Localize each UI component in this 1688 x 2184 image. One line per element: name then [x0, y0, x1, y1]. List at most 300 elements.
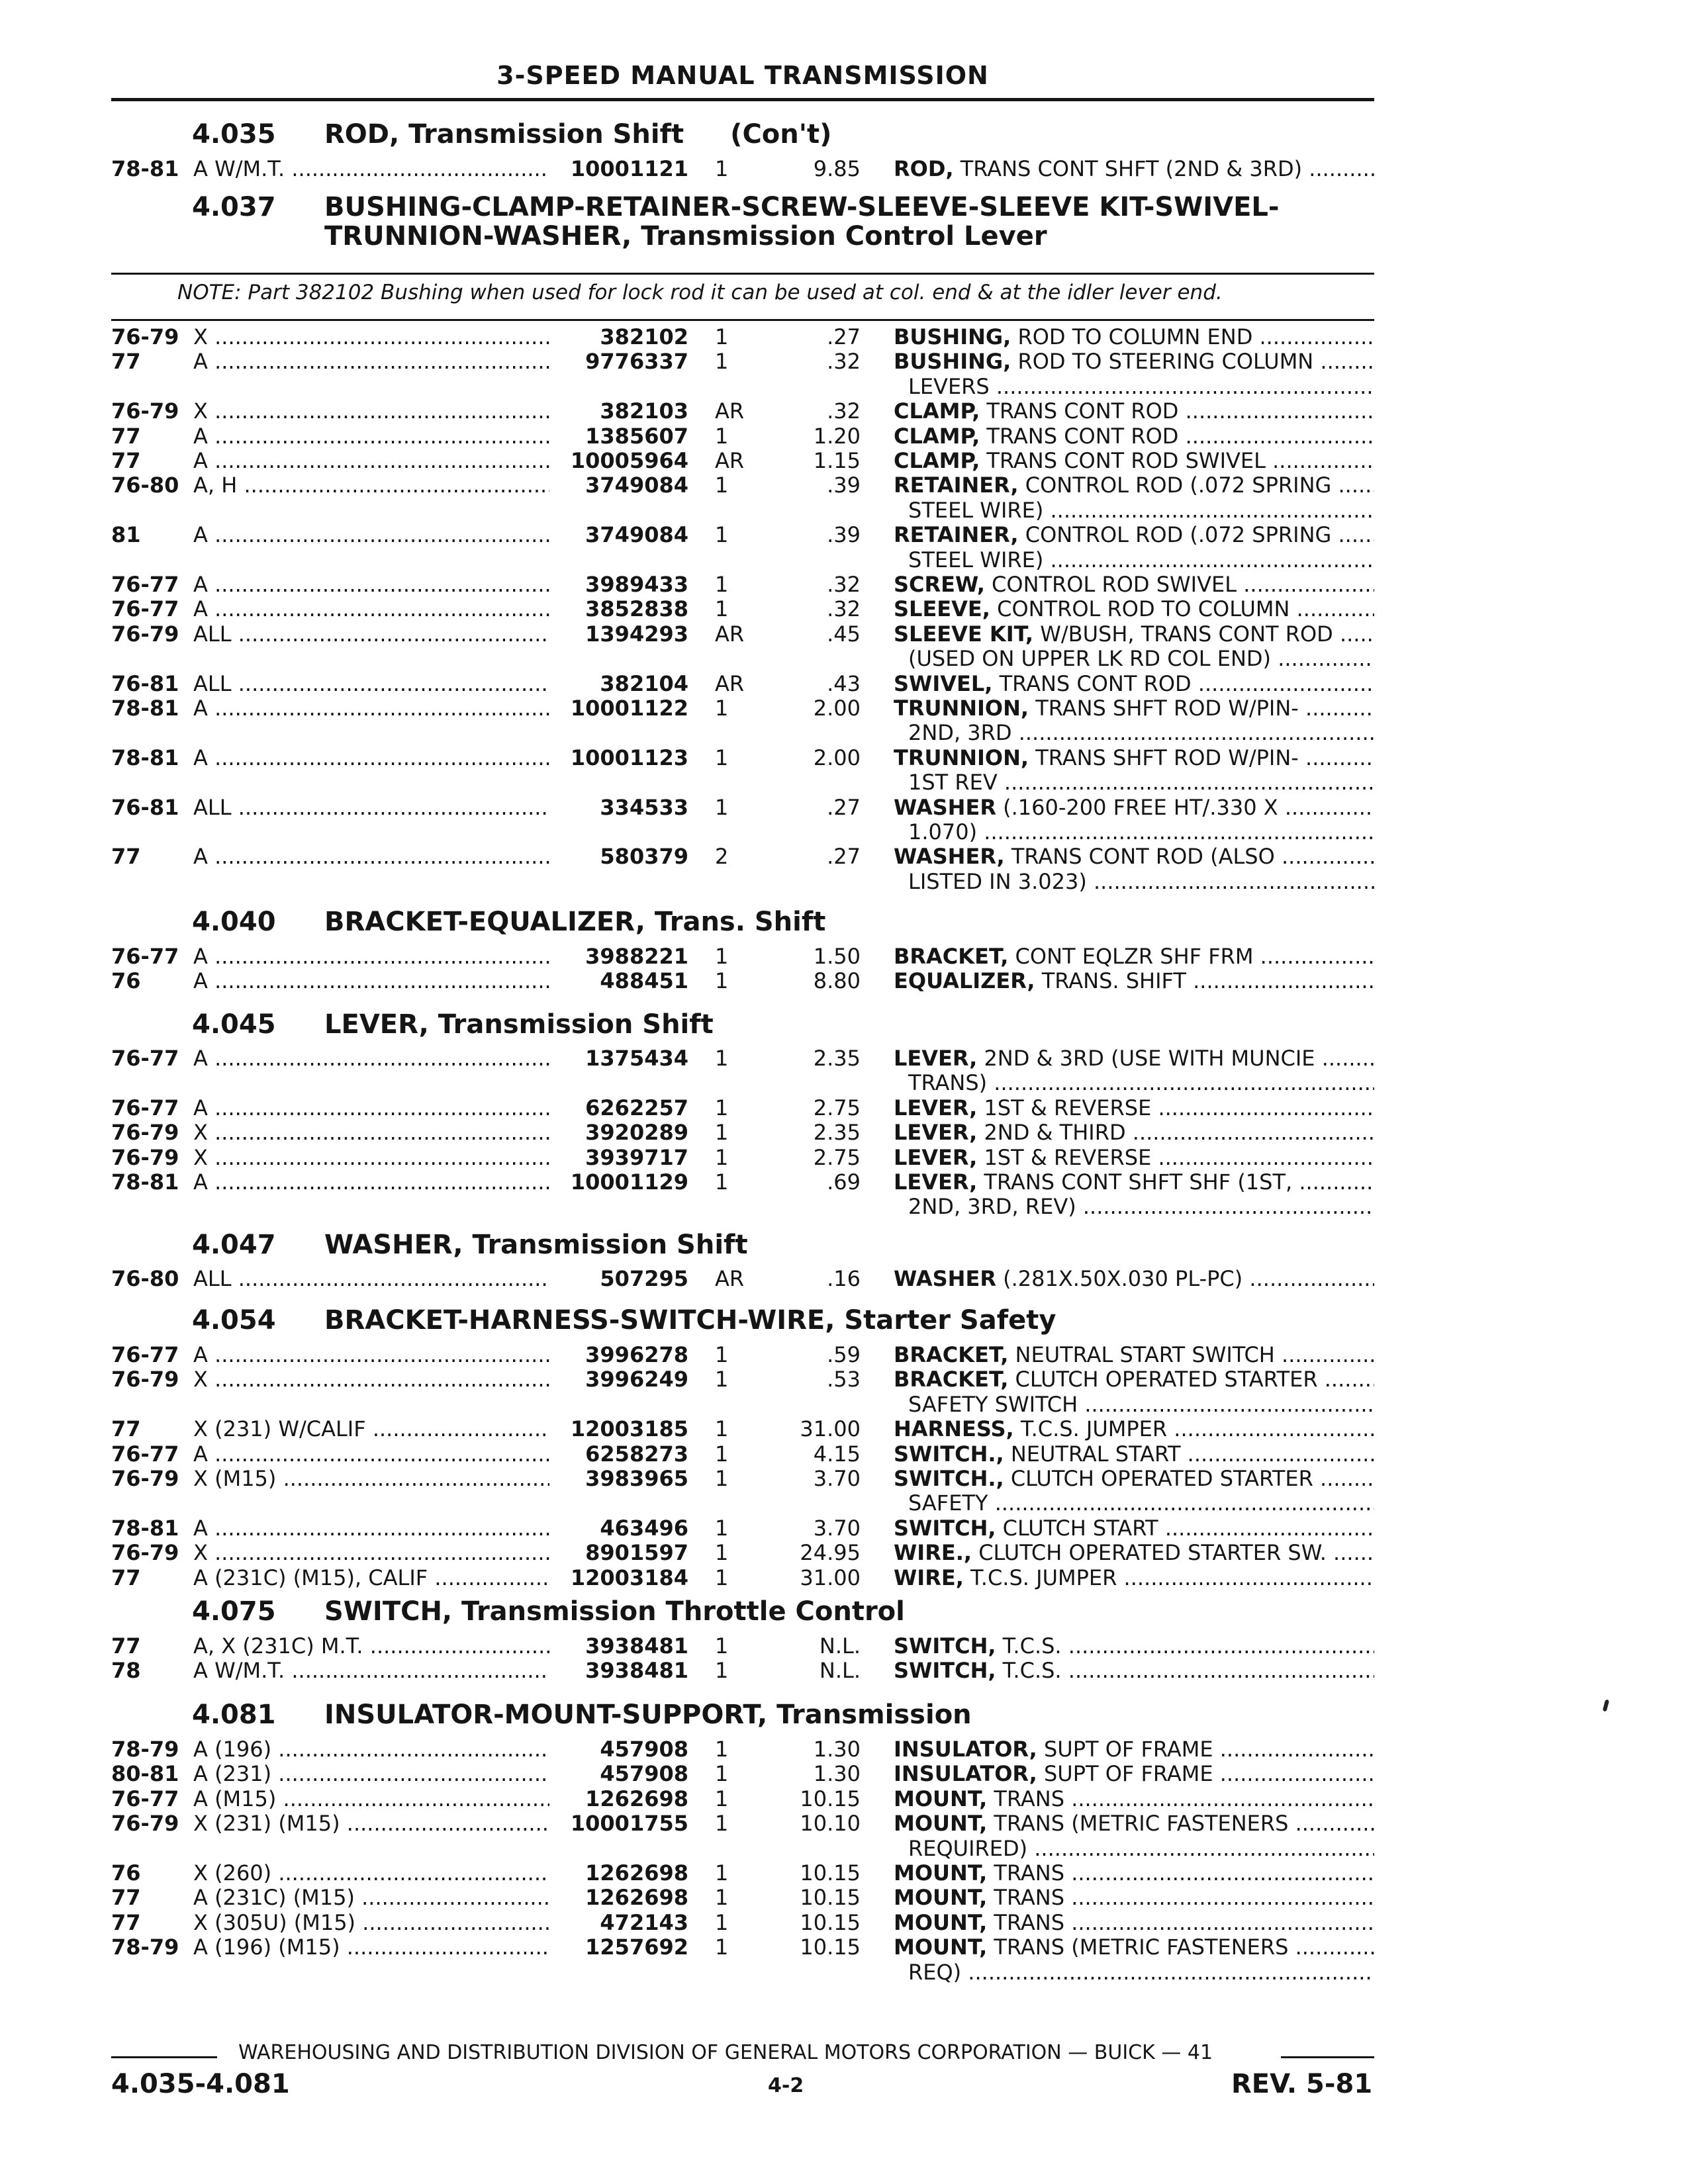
- part-row: [0, 1633, 1374, 1659]
- quantity: 1: [715, 423, 729, 449]
- section-heading: [192, 1009, 714, 1040]
- part-row-continuation: [0, 869, 1374, 894]
- part-name: ROD,: [894, 156, 954, 181]
- part-detail: CLUTCH OPERATED STARTER: [1015, 1367, 1318, 1392]
- list-price: .45: [827, 621, 861, 647]
- part-detail: 1ST & REVERSE: [984, 1144, 1152, 1170]
- year-range: 77: [111, 1885, 141, 1911]
- year-range: 77: [111, 448, 141, 473]
- part-detail: TRANS: [994, 1860, 1065, 1886]
- part-detail: T.C.S.: [1002, 1633, 1062, 1659]
- part-description: [894, 1934, 1374, 1960]
- part-number: 1257692: [585, 1934, 688, 1960]
- part-number: 8901597: [585, 1540, 688, 1566]
- part-detail: NEUTRAL START: [1010, 1441, 1181, 1467]
- part-number: 10001123: [570, 745, 688, 770]
- part-row-continuation: [0, 1194, 1374, 1219]
- year-range: 77: [111, 1909, 141, 1935]
- list-price: 1.20: [813, 423, 861, 449]
- part-name: MOUNT,: [894, 1909, 988, 1935]
- year-range: 76-77: [111, 1441, 179, 1467]
- part-description: [894, 696, 1374, 721]
- list-price: .32: [827, 349, 861, 375]
- part-number: 382104: [600, 670, 688, 696]
- part-detail: TRANS SHFT ROD W/PIN-: [1035, 745, 1299, 770]
- part-description: [894, 1786, 1374, 1811]
- part-name: SWITCH.,: [894, 1441, 1004, 1467]
- section-heading: [192, 1596, 905, 1627]
- part-detail: TRANS CONT ROD: [986, 423, 1179, 449]
- part-row: [0, 1761, 1374, 1786]
- year-range: 78-81: [111, 1515, 179, 1541]
- part-number: 3938481: [585, 1633, 688, 1659]
- list-price: 10.10: [800, 1811, 861, 1837]
- year-range: 76-77: [111, 596, 179, 622]
- part-number: 1394293: [585, 621, 688, 647]
- part-description: [894, 844, 1374, 869]
- part-detail: T.C.S. JUMPER: [970, 1565, 1117, 1590]
- part-number: 334533: [600, 794, 688, 820]
- application: A .....: [193, 349, 549, 374]
- list-price: .27: [827, 794, 861, 820]
- quantity: 1: [715, 1540, 729, 1566]
- application: ALL .....: [193, 795, 549, 820]
- part-description: [894, 745, 1374, 770]
- part-row-continuation: [0, 770, 1374, 795]
- quantity: 1: [715, 968, 729, 994]
- quantity: 1: [715, 1860, 729, 1886]
- part-row-continuation: [0, 1836, 1374, 1861]
- list-price: N.L.: [819, 1658, 861, 1684]
- section-title-line2: TRUNNION-WASHER, Transmission Control Lever: [324, 221, 1047, 251]
- part-description: [894, 1885, 1374, 1910]
- part-row: [0, 1046, 1374, 1071]
- part-row: [0, 1516, 1374, 1541]
- part-detail: TRANS CONT ROD: [986, 398, 1179, 424]
- part-row-continuation: [0, 720, 1374, 745]
- quantity: 1: [715, 1046, 729, 1071]
- quantity: 1: [715, 1565, 729, 1590]
- application: A (196) (M15) .....: [193, 1934, 549, 1960]
- quantity: 1: [715, 1633, 729, 1659]
- part-name: MOUNT,: [894, 1885, 988, 1911]
- part-row-continuation: [0, 1960, 1374, 1985]
- application: X (231) (M15) .....: [193, 1811, 549, 1836]
- quantity: AR: [715, 621, 745, 647]
- part-description: [894, 1145, 1374, 1170]
- note-rule-bottom: [111, 319, 1374, 321]
- part-row: [0, 448, 1374, 473]
- quantity: 1: [715, 1934, 729, 1960]
- year-range: 76-79: [111, 1540, 179, 1566]
- application: X .....: [193, 1120, 549, 1145]
- year-range: 76-77: [111, 944, 179, 969]
- quantity: 1: [715, 1466, 729, 1491]
- part-description: [894, 1565, 1374, 1590]
- year-range: 78-79: [111, 1737, 179, 1762]
- quantity: 1: [715, 1416, 729, 1442]
- section-number: 4.045: [192, 1009, 276, 1040]
- note-rule-top: [111, 273, 1374, 275]
- part-detail: TRANS CONT SHFT (2ND & 3RD): [960, 156, 1303, 181]
- part-row: [0, 745, 1374, 770]
- part-row: [0, 968, 1374, 993]
- part-row: [0, 1565, 1374, 1590]
- quantity: 1: [715, 1811, 729, 1837]
- section-title: SWITCH, Transmission Throttle Control: [324, 1596, 905, 1627]
- part-name: CLAMP,: [894, 448, 980, 473]
- part-name: WIRE,: [894, 1565, 964, 1590]
- part-name: WIRE.,: [894, 1540, 972, 1566]
- part-row-continuation: [0, 1392, 1374, 1417]
- application: A .....: [193, 572, 549, 597]
- part-name: SLEEVE KIT,: [894, 621, 1034, 647]
- part-row: [0, 1367, 1374, 1392]
- part-description: [894, 324, 1374, 349]
- list-price: 10.15: [800, 1934, 861, 1960]
- year-range: 77: [111, 1565, 141, 1590]
- part-number: 6262257: [585, 1095, 688, 1120]
- list-price: 10.15: [800, 1860, 861, 1886]
- quantity: 1: [715, 1441, 729, 1467]
- year-range: 77: [111, 1416, 141, 1442]
- part-detail: (.160-200 FREE HT/.330 X: [1003, 794, 1278, 820]
- part-row: [0, 1540, 1374, 1565]
- part-name: BUSHING,: [894, 324, 1011, 349]
- part-name: MOUNT,: [894, 1934, 988, 1960]
- part-description: [894, 1416, 1374, 1441]
- part-name: INSULATOR,: [894, 1761, 1037, 1787]
- application: A .....: [193, 522, 549, 547]
- part-number: 3749084: [585, 473, 688, 498]
- part-detail: TRANS: [994, 1885, 1065, 1911]
- part-detail: ROD TO STEERING COLUMN: [1017, 349, 1314, 375]
- part-description-continued: LISTED IN 3.023) .....: [908, 869, 1374, 894]
- part-row-continuation: [0, 819, 1374, 844]
- year-range: 76: [111, 1860, 141, 1886]
- part-detail: (.281X.50X.030 PL-PC): [1003, 1266, 1243, 1291]
- part-description: [894, 349, 1374, 374]
- footer-range: 4.035-4.081: [111, 2069, 290, 2099]
- year-range: 76-79: [111, 1367, 179, 1392]
- part-name: BUSHING,: [894, 349, 1011, 375]
- part-row-continuation: [0, 1070, 1374, 1095]
- list-price: .27: [827, 324, 861, 349]
- part-number: 10001122: [570, 696, 688, 721]
- part-number: 3983965: [585, 1466, 688, 1491]
- list-price: 31.00: [800, 1416, 861, 1442]
- application: ALL .....: [193, 671, 549, 696]
- list-price: 2.75: [813, 1144, 861, 1170]
- year-range: 76-80: [111, 1266, 179, 1291]
- part-description: [894, 1342, 1374, 1367]
- part-name: LEVER,: [894, 1046, 978, 1071]
- part-detail: 2ND & THIRD: [984, 1120, 1126, 1146]
- part-row-continuation: [0, 646, 1374, 671]
- part-row: [0, 1658, 1374, 1683]
- part-row: [0, 1416, 1374, 1441]
- quantity: 1: [715, 1885, 729, 1911]
- section-number: 4.081: [192, 1700, 276, 1730]
- list-price: 1.15: [813, 448, 861, 473]
- section-heading: [192, 907, 825, 937]
- application: X .....: [193, 1367, 549, 1392]
- quantity: AR: [715, 398, 745, 424]
- part-number: 3749084: [585, 522, 688, 548]
- part-name: RETAINER,: [894, 522, 1019, 548]
- part-description-continued: LEVERS .....: [908, 374, 1374, 399]
- list-price: .39: [827, 473, 861, 498]
- part-description: [894, 1737, 1374, 1762]
- part-description: [894, 621, 1374, 647]
- section-number: 4.047: [192, 1230, 276, 1260]
- part-row: [0, 522, 1374, 547]
- section-note: NOTE: Part 382102 Bushing when used for lock rod it can be used at col. end & at the idler lever end.: [177, 281, 1223, 304]
- part-number: 3989433: [585, 572, 688, 597]
- part-description: [894, 944, 1374, 969]
- part-description: [894, 1516, 1374, 1541]
- application: A W/M.T. .....: [193, 1658, 549, 1683]
- part-detail: CONTROL ROD TO COLUMN: [997, 596, 1290, 622]
- section-title: BUSHING-CLAMP-RETAINER-SCREW-SLEEVE-SLEEVE KIT-SWIVEL-: [324, 192, 1280, 222]
- part-row: [0, 1860, 1374, 1886]
- footer-division: WAREHOUSING AND DISTRIBUTION DIVISION OF GENERAL MOTORS CORPORATION — BUICK — 41: [238, 2041, 1213, 2064]
- section-heading: [192, 1230, 748, 1260]
- year-range: 76-77: [111, 1095, 179, 1120]
- section-title: INSULATOR-MOUNT-SUPPORT, Transmission: [324, 1700, 972, 1730]
- part-row: [0, 621, 1374, 647]
- list-price: .39: [827, 522, 861, 548]
- part-detail: CLUTCH OPERATED STARTER: [1010, 1466, 1313, 1491]
- year-range: 77: [111, 349, 141, 375]
- section-title: BRACKET-HARNESS-SWITCH-WIRE, Starter Safety: [324, 1305, 1056, 1336]
- year-range: 76-79: [111, 1120, 179, 1146]
- part-row: [0, 1934, 1374, 1960]
- section-number: 4.040: [192, 907, 276, 937]
- part-description-continued: STEEL WIRE) .....: [908, 547, 1374, 572]
- year-range: 78: [111, 1658, 141, 1684]
- part-name: BRACKET,: [894, 1367, 1009, 1392]
- part-row: [0, 1910, 1374, 1935]
- part-number: 12003185: [570, 1416, 688, 1442]
- part-name: SWITCH.,: [894, 1466, 1004, 1491]
- part-description: [894, 1811, 1374, 1836]
- year-range: 76-77: [111, 1342, 179, 1367]
- part-description: [894, 522, 1374, 547]
- quantity: 1: [715, 696, 729, 721]
- part-description: [894, 572, 1374, 597]
- part-number: 3996249: [585, 1367, 688, 1392]
- part-name: MOUNT,: [894, 1786, 988, 1811]
- part-detail: CLUTCH OPERATED STARTER SW.: [978, 1540, 1327, 1566]
- part-name: INSULATOR,: [894, 1737, 1037, 1762]
- application: A .....: [193, 696, 549, 721]
- part-number: 6258273: [585, 1441, 688, 1467]
- part-detail: CLUTCH START: [1002, 1515, 1158, 1541]
- part-description: [894, 1367, 1374, 1392]
- section-title: LEVER, Transmission Shift: [324, 1009, 714, 1040]
- part-description-continued: 2ND, 3RD .....: [908, 720, 1374, 745]
- list-price: 2.00: [813, 696, 861, 721]
- list-price: 2.35: [813, 1120, 861, 1146]
- application: A .....: [193, 1095, 549, 1120]
- section-title: BRACKET-EQUALIZER, Trans. Shift: [324, 907, 826, 937]
- part-description: [894, 1095, 1374, 1120]
- part-description: [894, 156, 1374, 181]
- part-description: [894, 448, 1374, 473]
- quantity: 1: [715, 1737, 729, 1762]
- quantity: 1: [715, 1761, 729, 1787]
- part-name: SLEEVE,: [894, 596, 990, 622]
- list-price: 1.30: [813, 1737, 861, 1762]
- application: A .....: [193, 968, 549, 993]
- section-number: 4.035: [192, 119, 276, 150]
- quantity: 1: [715, 1786, 729, 1811]
- year-range: 77: [111, 423, 141, 449]
- part-row: [0, 424, 1374, 449]
- part-description-continued: (USED ON UPPER LK RD COL END) .....: [908, 646, 1374, 671]
- part-number: 463496: [600, 1515, 688, 1541]
- year-range: 76-81: [111, 670, 179, 696]
- quantity: 1: [715, 473, 729, 498]
- application: A .....: [193, 944, 549, 969]
- part-description: [894, 1761, 1374, 1786]
- application: X (260) .....: [193, 1860, 549, 1886]
- part-detail: T.C.S. JUMPER: [1020, 1416, 1168, 1442]
- part-description-continued: SAFETY .....: [908, 1490, 1374, 1516]
- part-row: [0, 1786, 1374, 1811]
- part-description-continued: 1ST REV .....: [908, 770, 1374, 795]
- part-name: TRUNNION,: [894, 745, 1029, 770]
- part-name: SCREW,: [894, 572, 985, 597]
- part-detail: SUPT OF FRAME: [1043, 1737, 1213, 1762]
- list-price: .16: [827, 1266, 861, 1291]
- application: A, X (231C) M.T. .....: [193, 1633, 549, 1659]
- section-continued: (Con't): [730, 119, 832, 150]
- part-detail: TRANS CONT SHFT SHF (1ST,: [984, 1169, 1293, 1195]
- part-row: [0, 671, 1374, 696]
- section-heading: [192, 119, 831, 150]
- footer-rule-right: [1281, 2056, 1374, 2058]
- application: X .....: [193, 324, 549, 349]
- part-number: 457908: [600, 1737, 688, 1762]
- part-row: [0, 944, 1374, 969]
- part-detail: SUPT OF FRAME: [1043, 1761, 1213, 1787]
- application: A .....: [193, 844, 549, 869]
- part-name: EQUALIZER,: [894, 968, 1035, 994]
- part-number: 3852838: [585, 596, 688, 622]
- year-range: 76-80: [111, 473, 179, 498]
- part-number: 1262698: [585, 1860, 688, 1886]
- part-number: 9776337: [585, 349, 688, 375]
- list-price: 2.00: [813, 745, 861, 770]
- part-row: [0, 1885, 1374, 1910]
- part-detail: 2ND & 3RD (USE WITH MUNCIE: [984, 1046, 1315, 1071]
- quantity: 1: [715, 1120, 729, 1146]
- list-price: 2.35: [813, 1046, 861, 1071]
- application: A, H .....: [193, 473, 549, 498]
- part-description-continued: SAFETY SWITCH .....: [908, 1392, 1374, 1417]
- list-price: 9.85: [813, 156, 861, 181]
- part-row: [0, 1266, 1374, 1291]
- part-number: 3996278: [585, 1342, 688, 1367]
- part-detail: TRANS CONT ROD (ALSO: [1011, 844, 1275, 870]
- quantity: 1: [715, 1909, 729, 1935]
- part-number: 3938481: [585, 1658, 688, 1684]
- quantity: AR: [715, 1266, 745, 1291]
- section-heading: [192, 1700, 972, 1730]
- part-detail: TRANS. SHIFT: [1041, 968, 1186, 994]
- year-range: 76-77: [111, 572, 179, 597]
- quantity: 1: [715, 1169, 729, 1195]
- part-row: [0, 1441, 1374, 1467]
- year-range: 78-81: [111, 1169, 179, 1195]
- section-number: 4.037: [192, 192, 276, 222]
- application: X .....: [193, 1540, 549, 1565]
- part-row-continuation: [0, 374, 1374, 399]
- year-range: 76-79: [111, 621, 179, 647]
- year-range: 76-81: [111, 794, 179, 820]
- part-detail: TRANS (METRIC FASTENERS: [994, 1934, 1289, 1960]
- part-name: SWITCH,: [894, 1633, 996, 1659]
- part-detail: TRANS: [994, 1786, 1065, 1811]
- list-price: 8.80: [813, 968, 861, 994]
- part-number: 382102: [600, 324, 688, 349]
- part-description-continued: REQUIRED) .....: [908, 1836, 1374, 1861]
- application: A .....: [193, 1441, 549, 1467]
- part-description: [894, 1466, 1374, 1491]
- part-description: [894, 1046, 1374, 1071]
- quantity: 1: [715, 596, 729, 622]
- quantity: 1: [715, 1342, 729, 1367]
- part-detail: CONTROL ROD (.072 SPRING: [1025, 522, 1332, 548]
- part-detail: CONT EQLZR SHF FRM: [1015, 944, 1254, 969]
- part-detail: CONTROL ROD (.072 SPRING: [1025, 473, 1332, 498]
- part-detail: TRANS CONT ROD SWIVEL: [986, 448, 1266, 473]
- application: X (305U) (M15) .....: [193, 1910, 549, 1935]
- quantity: 1: [715, 1144, 729, 1170]
- section-title: ROD, Transmission Shift: [324, 119, 684, 150]
- list-price: 3.70: [813, 1515, 861, 1541]
- part-description: [894, 1860, 1374, 1886]
- list-price: 24.95: [800, 1540, 861, 1566]
- year-range: 77: [111, 844, 141, 870]
- year-range: 76: [111, 968, 141, 994]
- list-price: .32: [827, 596, 861, 622]
- part-number: 457908: [600, 1761, 688, 1787]
- application: X .....: [193, 398, 549, 424]
- part-name: BRACKET,: [894, 1342, 1009, 1367]
- part-name: LEVER,: [894, 1120, 978, 1146]
- list-price: .32: [827, 572, 861, 597]
- part-number: 488451: [600, 968, 688, 994]
- quantity: AR: [715, 448, 745, 473]
- part-description: [894, 1120, 1374, 1145]
- application: A (M15) .....: [193, 1786, 549, 1811]
- year-range: 76-79: [111, 1811, 179, 1837]
- quantity: 1: [715, 1095, 729, 1120]
- part-name: SWITCH,: [894, 1515, 996, 1541]
- list-price: N.L.: [819, 1633, 861, 1659]
- quantity: 1: [715, 572, 729, 597]
- section-title: WASHER, Transmission Shift: [324, 1230, 748, 1260]
- year-range: 76-79: [111, 1144, 179, 1170]
- part-detail: CONTROL ROD SWIVEL: [992, 572, 1237, 597]
- application: A W/M.T. .....: [193, 156, 549, 181]
- section-heading: [192, 192, 1280, 251]
- application: ALL .....: [193, 1266, 549, 1291]
- part-row-continuation: [0, 547, 1374, 572]
